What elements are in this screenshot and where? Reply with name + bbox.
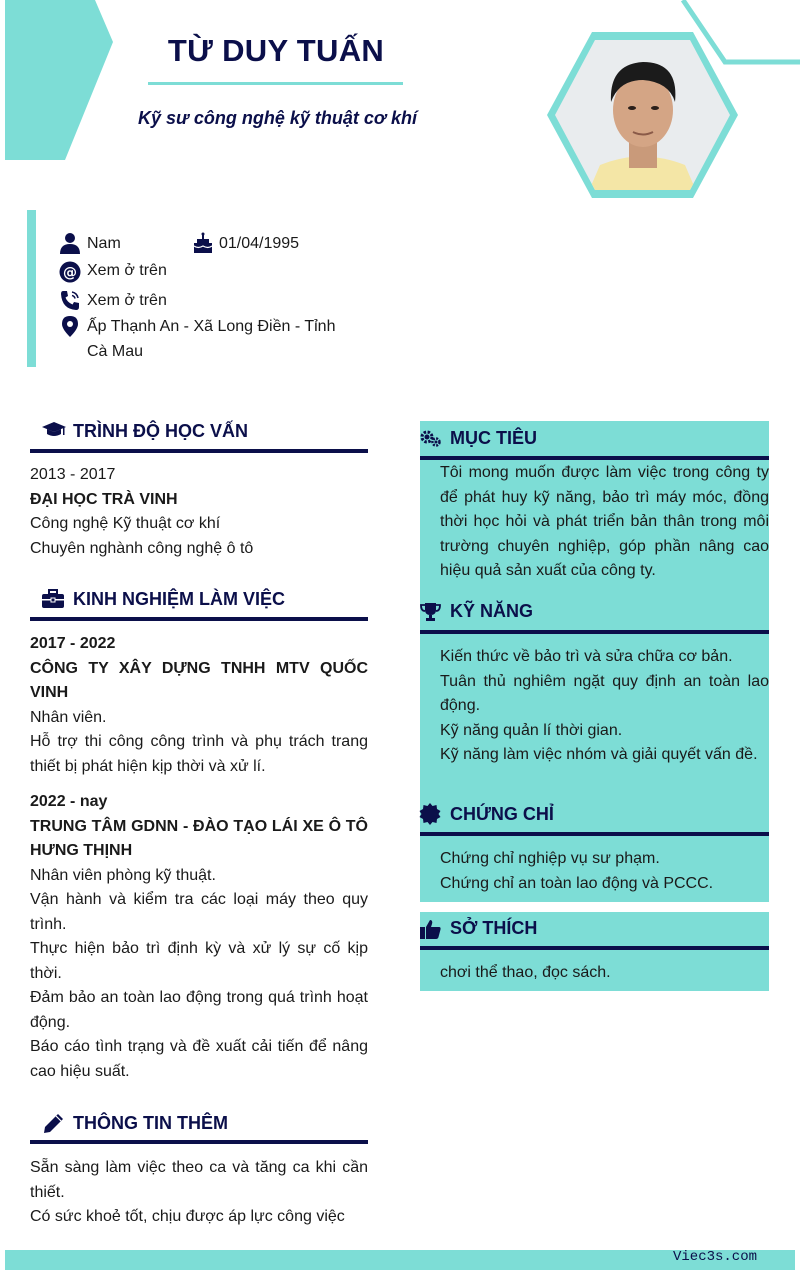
candidate-name: TỪ DUY TUẤN xyxy=(167,33,385,68)
phone-icon xyxy=(59,289,81,311)
name-underline xyxy=(148,82,403,85)
job-period: 2022 - nay xyxy=(30,793,108,810)
education-heading: TRÌNH ĐỘ HỌC VẤN xyxy=(73,421,248,441)
experience-heading: KINH NGHIỆM LÀM VIỆC xyxy=(73,589,286,609)
education-period: 2013 - 2017 xyxy=(30,466,116,483)
skill-item: Kiến thức về bảo trì và sửa chữa cơ bản. xyxy=(440,648,733,665)
certificates-list xyxy=(440,847,769,896)
job-title: Kỹ sư công nghệ kỹ thuật cơ khí xyxy=(138,108,417,128)
at-icon xyxy=(59,261,81,283)
certificate-item: Chứng chỉ nghiệp vụ sư phạm. xyxy=(440,850,660,867)
certificate-item: Chứng chỉ an toàn lao động và PCCC. xyxy=(440,874,714,892)
education-major: Công nghệ Kỹ thuật cơ khí xyxy=(30,515,221,532)
address-line-1: Ấp Thạnh An - Xã Long Điền - Tỉnh xyxy=(87,318,336,335)
gender-text: Nam xyxy=(87,235,121,252)
skill-item: Tuân thủ nghiêm ngặt quy định an toàn lao động. xyxy=(440,672,769,714)
badge-icon xyxy=(419,803,441,825)
cake-icon xyxy=(192,232,214,254)
pencil-icon xyxy=(43,1113,64,1134)
education-divider xyxy=(30,449,368,453)
profile-photo xyxy=(545,30,740,200)
additional-heading: THÔNG TIN THÊM xyxy=(73,1113,228,1133)
additional-item: Có sức khoẻ tốt, chịu được áp lực công việc xyxy=(30,1208,345,1225)
additional-content xyxy=(30,1156,368,1230)
location-icon xyxy=(59,315,81,337)
additional-item: Sẵn sàng làm việc theo ca và tăng ca khi cần thiết. xyxy=(30,1159,368,1201)
contact-accent-bar xyxy=(27,210,36,367)
thumbs-up-icon xyxy=(420,919,441,939)
skills-heading: KỸ NĂNG xyxy=(450,601,534,621)
additional-divider xyxy=(30,1140,368,1144)
certificates-divider xyxy=(420,832,769,836)
job-detail: Báo cáo tình trạng và đề xuất cải tiến để nâng cao hiệu suất. xyxy=(30,1038,368,1080)
skill-item: Kỹ năng quản lí thời gian. xyxy=(440,721,623,739)
footer-brand: Viec3s.com xyxy=(673,1249,758,1265)
user-icon xyxy=(59,232,81,254)
job-detail: Đảm bảo an toàn lao động trong quá trình hoạt động. xyxy=(30,989,368,1031)
job-position: Nhân viên. xyxy=(30,708,107,726)
trophy-icon xyxy=(420,602,441,622)
job-detail: Vận hành và kiểm tra các loại máy theo quy trình. xyxy=(30,891,368,933)
address-line-2: Cà Mau xyxy=(87,343,144,360)
education-school: ĐẠI HỌC TRÀ VINH xyxy=(30,490,178,508)
hobbies-text: chơi thể thao, đọc sách. xyxy=(440,964,611,981)
education-content xyxy=(30,463,368,561)
gears-icon xyxy=(420,430,442,448)
experience-job-2 xyxy=(30,790,368,1084)
job-detail: Hỗ trợ thi công công trình và phụ trách trang thiết bị phát hiện kịp thời và xử lí. xyxy=(30,733,368,775)
job-detail: Thực hiện bảo trì định kỳ và xử lý sự cố kịp thời. xyxy=(30,940,368,982)
skills-divider xyxy=(420,630,769,634)
objective-text: Tôi mong muốn được làm việc trong công ty để phát huy kỹ năng, bảo trì máy móc, đồng thời học hỏi và phát triển bản thân trong môi trường chuyên nghiệp, góp phần nâng cao hiệu quả sản xuất của công ty. xyxy=(440,464,769,579)
job-company: TRUNG TÂM GDNN - ĐÀO TẠO LÁI XE Ô TÔ HƯNG THỊNH xyxy=(30,817,368,859)
experience-job-1 xyxy=(30,632,368,779)
skill-item: Kỹ năng làm việc nhóm và giải quyết vấn đề. xyxy=(440,746,758,763)
certificates-heading: CHỨNG CHỈ xyxy=(450,804,554,824)
email-text: Xem ở trên xyxy=(87,262,167,279)
job-company: CÔNG TY XÂY DỰNG TNHH MTV QUỐC VINH xyxy=(30,659,368,701)
job-period: 2017 - 2022 xyxy=(30,635,116,652)
phone-text: Xem ở trên xyxy=(87,292,167,309)
header-decoration-left xyxy=(5,0,115,160)
hobbies-divider xyxy=(420,946,769,950)
skills-list xyxy=(440,645,769,768)
birthday-text: 01/04/1995 xyxy=(219,235,300,252)
job-position: Nhân viên phòng kỹ thuật. xyxy=(30,866,216,884)
education-specialization: Chuyên nghành công nghệ ô tô xyxy=(30,539,254,557)
svg-text:@: @ xyxy=(63,265,77,281)
hobbies-heading: SỞ THÍCH xyxy=(450,918,538,938)
briefcase-icon xyxy=(42,589,64,609)
experience-divider xyxy=(30,617,368,621)
objective-heading: MỤC TIÊU xyxy=(450,428,537,448)
objective-divider xyxy=(420,456,769,460)
graduation-cap-icon xyxy=(42,420,66,440)
